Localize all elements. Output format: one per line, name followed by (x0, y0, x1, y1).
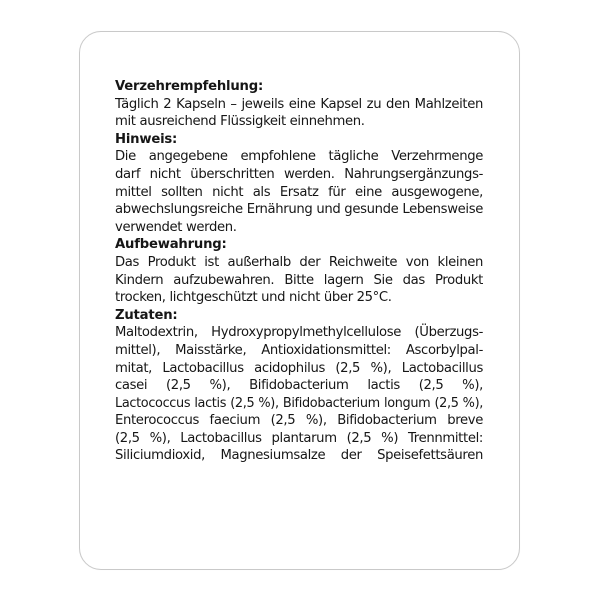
text-line: (2,5 %), Lactobacillus plantarum (2,5 %) Trennmittel: (115, 430, 483, 446)
label-card (79, 31, 520, 570)
text-line: verwendet werden. (115, 219, 237, 235)
label-text-block (115, 78, 483, 465)
text-line: mitat, Lactobacillus acidophilus (2,5 %), Lactobacillus (115, 360, 483, 376)
text-line: mittel sollten nicht als Ersatz für eine ausgewogene, (115, 184, 483, 200)
text-line: Enterococcus faecium (2,5 %), Bifidobacterium breve (115, 413, 483, 429)
section-heading: Aufbewahrung: (115, 237, 227, 253)
text-line: casei (2,5 %), Bifidobacterium lactis (2,5 %), (115, 378, 483, 394)
text-line: Das Produkt ist außerhalb der Reichweite von kleinen (115, 254, 483, 270)
section-verzehrempfehlung (115, 78, 483, 131)
text-line: Die angegebene empfohlene tägliche Verzehrmenge (115, 149, 483, 165)
text-line: Siliciumdioxid, Magnesiumsalze der Speisefettsäuren (115, 448, 483, 464)
text-line: abwechslungsreiche Ernährung und gesunde Lebensweise (115, 202, 483, 218)
text-line: mit ausreichend Flüssigkeit einnehmen. (115, 114, 365, 130)
text-line: Maltodextrin, Hydroxypropylmethylcellulose (Überzugs- (115, 325, 483, 341)
section-aufbewahrung (115, 236, 483, 306)
text-line: mittel), Maisstärke, Antioxidationsmittel: Ascorbylpal- (115, 342, 483, 358)
section-heading: Hinweis: (115, 131, 178, 147)
section-zutaten (115, 307, 483, 465)
text-line: Kindern aufzubewahren. Bitte lagern Sie das Produkt (115, 272, 483, 288)
text-line: trocken, lichtgeschützt und nicht über 25°C. (115, 290, 392, 306)
section-hinweis (115, 131, 483, 237)
section-heading: Verzehrempfehlung: (115, 79, 264, 94)
section-heading: Zutaten: (115, 307, 178, 323)
text-line: darf nicht überschritten werden. Nahrungsergänzungs- (115, 166, 483, 182)
text-line: Lactococcus lactis (2,5 %), Bifidobacterium longum (2,5 %), (115, 395, 483, 411)
text-line: Täglich 2 Kapseln – jeweils eine Kapsel zu den Mahlzeiten (115, 96, 483, 112)
